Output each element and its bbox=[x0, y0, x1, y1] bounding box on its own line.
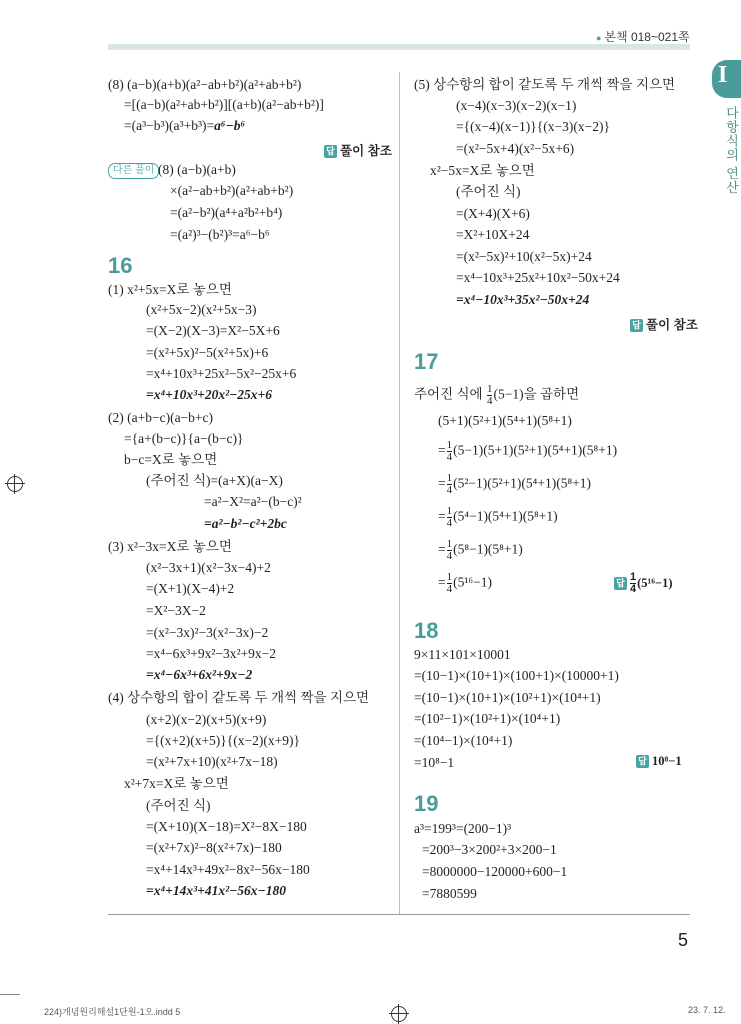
s16-5-line-5: x²−5x=X로 놓으면 bbox=[430, 163, 535, 178]
s16-4-line-7: =(X+10)(X−18)=X²−8X−180 bbox=[146, 819, 307, 834]
s16-2-line-5: =a²−X²=a²−(b−c)² bbox=[204, 494, 302, 509]
s16-1-line-3: =(X−2)(X−3)=X²−5X+6 bbox=[146, 323, 280, 338]
alt-line-1: (8) (a−b)(a+b) bbox=[158, 162, 236, 177]
s18-line-5: =(10⁴−1)×(10⁴+1) bbox=[414, 733, 513, 748]
left-p8-line-1: (8) (a−b)(a+b)(a²−ab+b²)(a²+ab+b²) bbox=[108, 77, 302, 92]
s16-5-line-7: =(X+4)(X+6) bbox=[456, 206, 530, 221]
s18-line-6: =10⁸−1 bbox=[414, 755, 455, 770]
page-reference: ● 본책 018~021쪽 bbox=[596, 30, 690, 44]
answer-8: 답 풀이 참조 bbox=[324, 141, 392, 159]
s16-2-line-3: b−c=X로 놓으면 bbox=[124, 452, 218, 467]
s18-line-4: =(10²−1)×(10²+1)×(10⁴+1) bbox=[414, 711, 561, 726]
s17-line-5: = $\frac{1}{4}$ (5¹⁶−1) bbox=[438, 571, 492, 595]
s16-4-line-6: (주어진 식) bbox=[146, 798, 211, 813]
footer-date: 23. 7. 12. bbox=[688, 1005, 726, 1015]
s17-intro: 주어진 식에 $\frac{1}{4}$ (5−1)을 곱하면 bbox=[414, 383, 580, 407]
s16-3-line-6: =x⁴−6x³+9x²−3x²+9x−2 bbox=[146, 646, 277, 661]
answer-16-5: 답 풀이 참조 bbox=[630, 315, 698, 333]
footer-rule bbox=[108, 914, 690, 915]
crop-mark bbox=[0, 994, 20, 995]
left-p8-line-3: =(a³−b³)(a³+b³)=a⁶−b⁶ bbox=[124, 118, 246, 133]
s16-5-line-3: ={(x−4)(x−1)}{(x−3)(x−2)} bbox=[456, 119, 610, 134]
s16-2-line-4: (주어진 식)=(a+X)(a−X) bbox=[146, 473, 283, 488]
s16-1-line-1: (1) x²+5x=X로 놓으면 bbox=[108, 282, 232, 297]
answer-badge-icon: 답 bbox=[614, 577, 627, 590]
s16-2-line-2: ={a+(b−c)}{a−(b−c)} bbox=[124, 431, 244, 446]
s17-line-4: = $\frac{1}{4}$ (5⁸−1)(5⁸+1) bbox=[438, 538, 523, 562]
s18-line-2: =(10−1)×(10+1)×(100+1)×(10000+1) bbox=[414, 668, 619, 683]
registration-mark-icon bbox=[7, 476, 23, 492]
answer-badge-icon: 답 bbox=[324, 145, 337, 158]
s16-4-answer: =x⁴+14x³+41x²−56x−180 bbox=[146, 883, 286, 898]
alt-line-2: ×(a²−ab+b²)(a²+ab+b²) bbox=[170, 183, 294, 198]
left-p8-line-2: =[(a−b)(a²+ab+b²)][(a+b)(a²−ab+b²)] bbox=[124, 97, 324, 112]
s16-5-line-6: (주어진 식) bbox=[456, 184, 521, 199]
answer-18: 답 10⁸−1 bbox=[636, 754, 682, 769]
s18-line-3: =(10−1)×(10+1)×(10²+1)×(10⁴+1) bbox=[414, 690, 601, 705]
s17-first-line: (5+1)(5²+1)(5⁴+1)(5⁸+1) bbox=[438, 413, 572, 428]
chapter-title: 다항식의 연산 bbox=[724, 106, 739, 195]
registration-mark-icon bbox=[391, 1006, 407, 1022]
s16-3-line-5: =(x²−3x)²−3(x²−3x)−2 bbox=[146, 625, 269, 640]
section-17-number: 17 bbox=[414, 349, 439, 374]
s16-1-line-2: (x²+5x−2)(x²+5x−3) bbox=[146, 302, 257, 317]
s19-line-1: a³=199³=(200−1)³ bbox=[414, 821, 512, 836]
answer-badge-icon: 답 bbox=[630, 319, 643, 332]
s16-4-line-1: (4) 상수항의 합이 같도록 두 개씩 짝을 지으면 bbox=[108, 690, 370, 705]
page-number: 5 bbox=[678, 930, 689, 950]
section-19-number: 19 bbox=[414, 791, 439, 816]
s16-1-line-5: =x⁴+10x³+25x²−5x²−25x+6 bbox=[146, 366, 297, 381]
s16-4-line-3: ={(x+2)(x+5)}{(x−2)(x+9)} bbox=[146, 733, 300, 748]
s18-line-1: 9×11×101×10001 bbox=[414, 647, 511, 662]
answer-badge-icon: 답 bbox=[636, 755, 649, 768]
s16-4-line-9: =x⁴+14x³+49x²−8x²−56x−180 bbox=[146, 862, 310, 877]
chapter-number: I bbox=[718, 62, 728, 88]
s16-4-line-2: (x+2)(x−2)(x+5)(x+9) bbox=[146, 712, 267, 727]
s16-3-answer: =x⁴−6x³+6x²+9x−2 bbox=[146, 667, 253, 682]
s16-5-line-8: =X²+10X+24 bbox=[456, 227, 530, 242]
s16-4-line-4: =(x²+7x+10)(x²+7x−18) bbox=[146, 754, 278, 769]
s16-3-line-2: (x²−3x+1)(x²−3x−4)+2 bbox=[146, 560, 271, 575]
s16-5-answer-line: =x⁴−10x³+35x²−50x+24 bbox=[456, 292, 590, 307]
s16-3-line-4: =X²−3X−2 bbox=[146, 603, 206, 618]
column-divider bbox=[399, 72, 400, 914]
alt-line-4: =(a²)³−(b²)³=a⁶−b⁶ bbox=[170, 227, 270, 242]
other-solution-badge: 다른 풀이 bbox=[108, 163, 159, 179]
s16-2-answer: =a²−b²−c²+2bc bbox=[204, 516, 287, 531]
s16-3-line-1: (3) x²−3x=X로 놓으면 bbox=[108, 539, 232, 554]
s19-line-3: =8000000−120000+600−1 bbox=[422, 864, 568, 879]
answer-17: 답 $\frac{1}{4}$ (5¹⁶−1) bbox=[614, 572, 673, 595]
s16-1-answer: =x⁴+10x³+20x²−25x+6 bbox=[146, 387, 272, 402]
s16-4-line-8: =(x²+7x)²−8(x²+7x)−180 bbox=[146, 840, 282, 855]
bullet-icon: ● bbox=[596, 33, 602, 43]
s16-5-line-10: =x⁴−10x³+25x²+10x²−50x+24 bbox=[456, 270, 620, 285]
s16-4-line-5: x²+7x=X로 놓으면 bbox=[124, 776, 229, 791]
section-16-number: 16 bbox=[108, 253, 133, 278]
s16-5-line-1: (5) 상수항의 합이 같도록 두 개씩 짝을 지으면 bbox=[414, 77, 676, 92]
s16-2-line-1: (2) (a+b−c)(a−b+c) bbox=[108, 410, 214, 425]
s16-1-line-4: =(x²+5x)²−5(x²+5x)+6 bbox=[146, 345, 269, 360]
s17-line-3: = $\frac{1}{4}$ (5⁴−1)(5⁴+1)(5⁸+1) bbox=[438, 505, 558, 529]
s16-5-line-9: =(x²−5x)²+10(x²−5x)+24 bbox=[456, 249, 592, 264]
s17-line-2: = $\frac{1}{4}$ (5²−1)(5²+1)(5⁴+1)(5⁸+1) bbox=[438, 472, 592, 496]
footer-filename: 224)개념원리해설1단원-1오.indd 5 bbox=[44, 1007, 181, 1017]
s19-line-2: =200³−3×200²+3×200−1 bbox=[422, 842, 557, 857]
alt-line-3: =(a²−b²)(a⁴+a²b²+b⁴) bbox=[170, 205, 283, 220]
s16-5-line-2: (x−4)(x−3)(x−2)(x−1) bbox=[456, 98, 577, 113]
s16-5-line-4: =(x²−5x+4)(x²−5x+6) bbox=[456, 141, 575, 156]
section-18-number: 18 bbox=[414, 618, 439, 643]
s16-3-line-3: =(X+1)(X−4)+2 bbox=[146, 581, 235, 596]
s19-line-4: =7880599 bbox=[422, 886, 477, 901]
s17-line-1: = $\frac{1}{4}$ (5−1)(5+1)(5²+1)(5⁴+1)(5⁸+1) bbox=[438, 439, 618, 463]
